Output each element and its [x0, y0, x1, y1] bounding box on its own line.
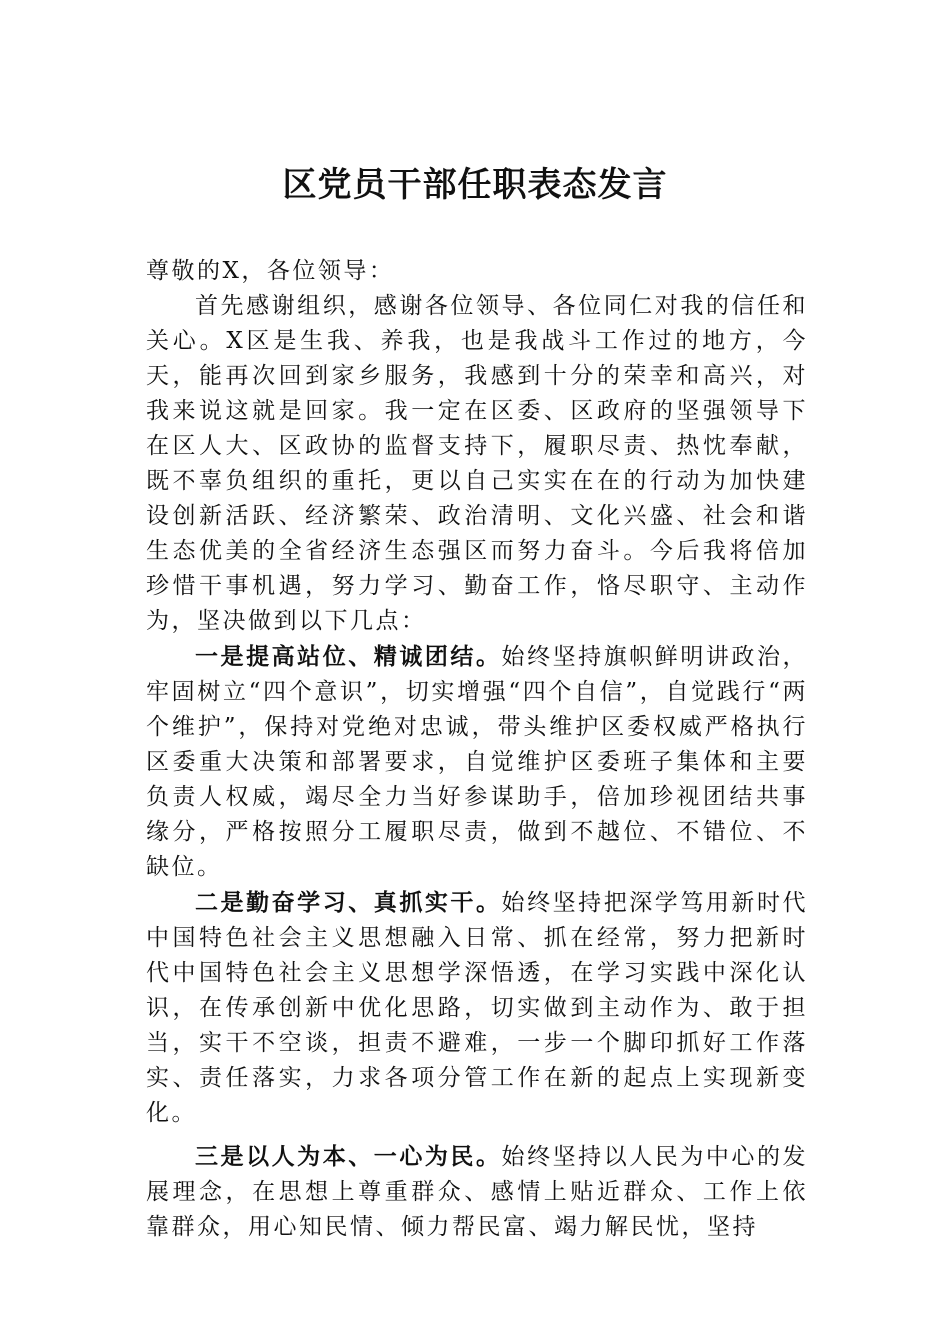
salutation: 尊敬的X，各位领导： [146, 258, 395, 284]
document-title: 区党员干部任职表态发言 [282, 165, 668, 205]
point-lead-2: 二是勤奋学习、真抓实干。 [195, 889, 502, 916]
intro-paragraph: 首先感谢组织，感谢各位领导、各位同仁对我的信任和关心。X区是生我、养我，也是我战斗工作过的地方，今天，能再次回到家乡服务，我感到十分的荣幸和高兴，对我来说这就是回家。我一定在区委、区政府的坚强领导下在区人大、区政协的监督支持下，履职尽责、热忱奉献，既不辜负组织的重托，更以自己实实在在的行动为加快建设创新活跃、经济繁荣、政治清明、文化兴盛、社会和谐生态优美的全省经济生态强区而努力奋斗。今后我将倍加珍惜干事机遇，努力学习、勤奋工作，恪尽职守、主动作为，坚决做到以下几点： [146, 293, 808, 634]
point-text-2: 始终坚持把深学笃用新时代中国特色社会主义思想融入日常、抓在经常，努力把新时代中国特色社会主义思想学深悟透，在学习实践中深化认识，在传承创新中优化思路，切实做到主动作为、敢于担当，实干不空谈，担责不避难，一步一个脚印抓好工作落实、责任落实，力求各项分管工作在新的起点上实现新变化。 [146, 890, 809, 1126]
point-lead-3: 三是以人为本、一心为民。 [195, 1143, 502, 1170]
point-lead-1: 一是提高站位、精诚团结。 [195, 643, 502, 670]
point-text-3: 始终坚持以人民为中心的发展理念，在思想上尊重群众、感情上贴近群众、工作上依靠群众，用心知民情、倾力帮民富、竭力解民忧，坚持 [146, 1144, 809, 1240]
point-paragraph-2 [146, 885, 808, 1131]
point-text-1: 始终坚持旗帜鲜明讲政治，牢固树立“四个意识”，切实增强“四个自信”，自觉践行“两个维护”，保持对党绝对忠诚，带头维护区委权威严格执行区委重大决策和部署要求，自觉维护区委班子集体和主要负责人权威，竭尽全力当好参谋助手，倍加珍视团结共事缘分，严格按照分工履职尽责，做到不越位、不错位、不缺位。 [146, 644, 809, 880]
point-paragraph-3 [146, 1139, 808, 1245]
point-paragraph-1 [146, 639, 808, 885]
document-body [146, 254, 808, 1245]
